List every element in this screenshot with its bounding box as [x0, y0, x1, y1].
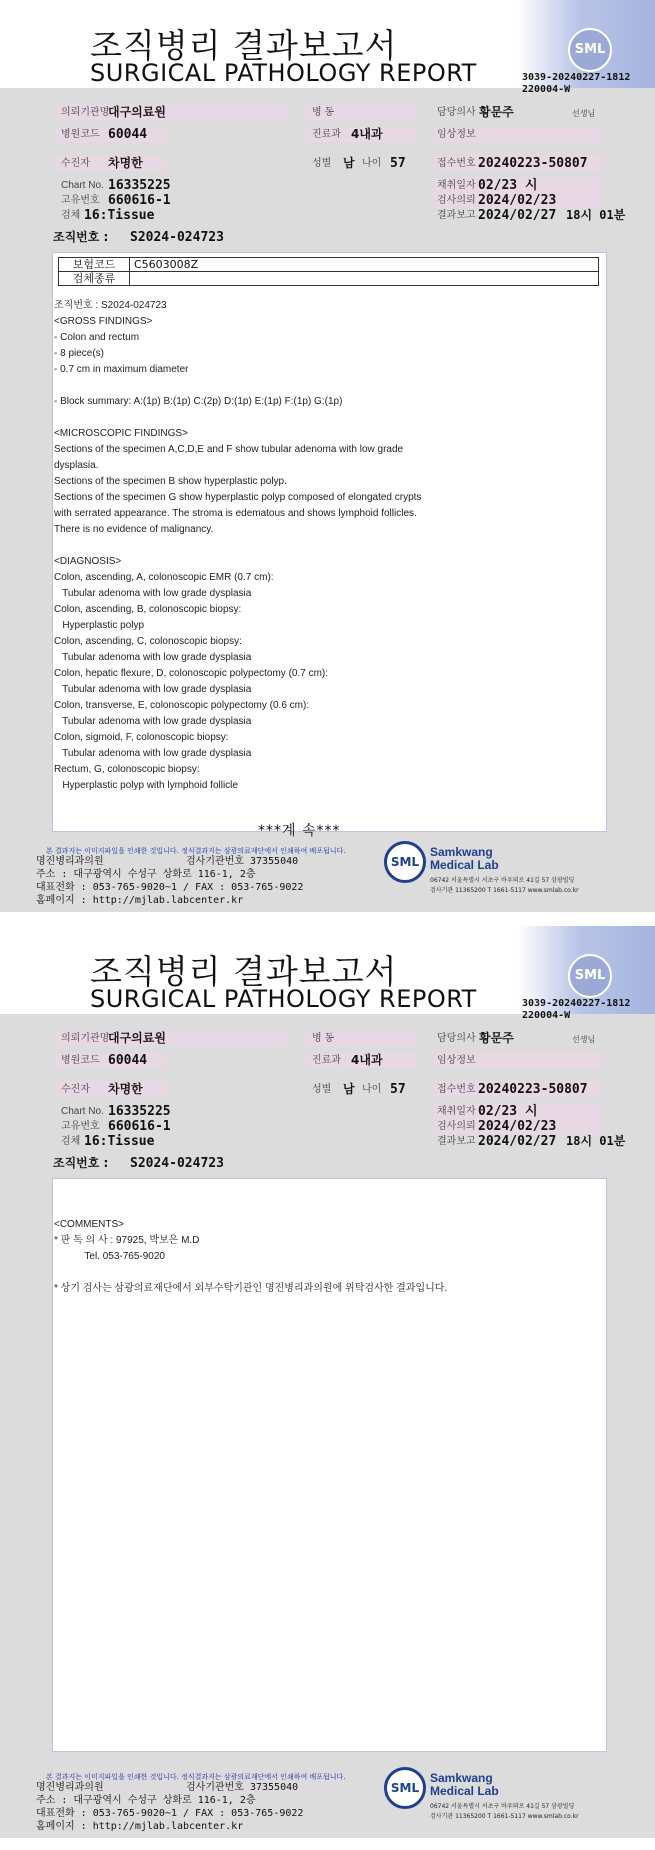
chart-no-label: Chart No. — [61, 180, 104, 191]
chart-no-label: Chart No. — [61, 1106, 104, 1117]
table-row — [59, 272, 599, 286]
request-date-label: 검사의뢰 — [437, 195, 476, 206]
hospital-code-value: 60044 — [108, 1053, 148, 1068]
receipt-no-value: 20240223-50807 — [478, 1082, 588, 1097]
footer-homepage: 홈페이지 : http://mjlab.labcenter.kr — [36, 1821, 244, 1832]
report-title-korean: 조직병리 결과보고서 — [90, 26, 398, 65]
lab-name-line1: Samkwang — [430, 845, 493, 859]
doctor-label: 담당의사 — [437, 1033, 476, 1044]
hospital-code-value: 60044 — [108, 127, 148, 142]
chart-no-value: 16335225 — [108, 178, 171, 193]
specimen-label: 검체 — [61, 1136, 81, 1147]
report-page-1 — [0, 0, 655, 912]
insurance-code-label: 보험코드 — [59, 258, 130, 272]
hospital-code-label: 병원코드 — [61, 1055, 100, 1066]
footer-homepage: 홈페이지 : http://mjlab.labcenter.kr — [36, 895, 244, 906]
unique-no-label: 고유번호 — [61, 195, 100, 206]
result-date-value: 2024/02/27 — [478, 208, 557, 223]
specimen-value: 16:Tissue — [84, 208, 155, 223]
clinical-info-label: 임상정보 — [437, 1055, 476, 1066]
sex-label: 성별 — [312, 158, 332, 169]
footer-clinic: 명진병리과의원 — [36, 856, 104, 867]
report-code — [522, 998, 652, 1022]
footer-address: 주소 : 대구광역시 수성구 상화로 116-1, 2층 — [36, 1795, 256, 1806]
footer-phone: 대표전화 : 053-765-9020~1 / FAX : 053-765-9022 — [36, 882, 304, 893]
insurance-code-value: C5603008Z — [130, 258, 599, 272]
report-code — [522, 72, 652, 96]
lab-address: 06742 서울특별시 서초구 바우뫼로 41길 57 삼광빌딩 — [430, 1803, 575, 1810]
age-label: 나이 — [362, 158, 382, 169]
footer-clinic: 명진병리과의원 — [36, 1782, 104, 1793]
report-code-line2: 220004-W — [522, 1010, 571, 1021]
specimen-label: 검체 — [61, 210, 81, 221]
report-page-2 — [0, 926, 655, 1838]
institution-value: 대구의료원 — [108, 105, 166, 119]
table-row — [59, 258, 599, 272]
recipient-value: 차명한 — [108, 1082, 143, 1096]
department-value: 4내과 — [351, 127, 383, 141]
report-content-box — [52, 252, 607, 832]
result-date-label: 결과보고 — [437, 1136, 476, 1147]
request-date-label: 검사의뢰 — [437, 1121, 476, 1132]
recipient-label: 수진자 — [61, 1084, 90, 1095]
report-title-korean: 조직병리 결과보고서 — [90, 952, 398, 991]
report-title-english: SURGICAL PATHOLOGY REPORT — [90, 985, 477, 1013]
tissue-no-label: 조직번호 : — [53, 230, 109, 244]
result-time-value: 18시 01분 — [566, 208, 626, 222]
lab-name-line2: Medical Lab — [430, 1784, 499, 1798]
ward-label: 병 동 — [312, 1033, 335, 1044]
footer-registration: 검사기관번호 37355040 — [186, 856, 299, 867]
report-body-text: 조직번호 : S2024-024723 <GROSS FINDINGS> - Colon and rectum - 8 piece(s) - 0.7 cm in maximum diameter - Block summary: A:(1p) B:(1p) C:(2p) D:(1p) E:(1p) F:(1p) G:(1p) <MICROSCOPIC FINDINGS> Sections of the specimen A,C,D,E and F show tubular adenoma with low grade dysplasia. Sections of the specimen B show hyperplastic polyp. Sections of the specimen G show hyperplastic polyp composed of elongated crypts with serrated appearance. The stroma is edematous and shows lymphoid follicles. There is no evidence of malignancy. <DIAGNOSIS> Colon, ascending, A, colonoscopic EMR (0.7 cm): Tubular adenoma with low grade dysplasia Colon, ascending, B, colonoscopic biopsy: Hyperplastic polyp Colon, ascending, C, colonoscopic biopsy: Tubular adenoma with low grade dysplasia Colon, hepatic flexure, D, colonoscopic polypectomy (0.7 cm): Tubular adenoma with low grade dysplasia Colon, transverse, E, colonoscopic polypectomy (0.6 cm): Tubular adenoma with low grade dysplasia Colon, sigmoid, F, colonoscopic biopsy: Tubular adenoma with low grade dysplasia Rectum, G, colonoscopic biopsy: Hyperplastic polyp with lymphoid follicle — [54, 300, 422, 791]
sex-label: 성별 — [312, 1084, 332, 1095]
receipt-no-label: 접수번호 — [437, 158, 476, 169]
tissue-no-label: 조직번호 : — [53, 1156, 109, 1170]
unique-no-value: 660616-1 — [108, 1119, 171, 1134]
result-date-label: 결과보고 — [437, 210, 476, 221]
tissue-no-value: S2024-024723 — [130, 1156, 224, 1171]
age-label: 나이 — [362, 1084, 382, 1095]
report-code-line1: 3039-20240227-1812 — [522, 998, 631, 1009]
institution-value: 대구의료원 — [108, 1031, 166, 1045]
doctor-label: 담당의사 — [437, 107, 476, 118]
specimen-type-label: 검체종류 — [59, 272, 130, 286]
doctor-value: 황문주 — [479, 1031, 514, 1045]
report-code-line2: 220004-W — [522, 84, 571, 95]
institution-label: 의뢰기관명 — [61, 107, 110, 118]
department-value: 4내과 — [351, 1053, 383, 1067]
age-value: 57 — [390, 156, 406, 171]
sml-logo-icon: SML — [384, 1767, 426, 1809]
chart-no-value: 16335225 — [108, 1104, 171, 1119]
report-title-english: SURGICAL PATHOLOGY REPORT — [90, 59, 477, 87]
lab-name-line2: Medical Lab — [430, 858, 499, 872]
request-date-value: 2024/02/23 — [478, 1119, 557, 1134]
tissue-no-value: S2024-024723 — [130, 230, 224, 245]
recipient-value: 차명한 — [108, 156, 143, 170]
department-label: 진료과 — [312, 129, 341, 140]
receipt-no-label: 접수번호 — [437, 1084, 476, 1095]
unique-no-value: 660616-1 — [108, 193, 171, 208]
hospital-code-label: 병원코드 — [61, 129, 100, 140]
collection-date-label: 채취일자 — [437, 1106, 476, 1117]
doctor-suffix: 선생님 — [572, 1035, 596, 1044]
doctor-value: 황문주 — [479, 105, 514, 119]
footer-address: 주소 : 대구광역시 수성구 상화로 116-1, 2층 — [36, 869, 256, 880]
sex-value: 남 — [343, 1082, 355, 1096]
result-time-value: 18시 01분 — [566, 1134, 626, 1148]
insurance-table — [58, 257, 599, 286]
specimen-value: 16:Tissue — [84, 1134, 155, 1149]
lab-name-line1: Samkwang — [430, 1771, 493, 1785]
receipt-no-value: 20240223-50807 — [478, 156, 588, 171]
footer-phone: 대표전화 : 053-765-9020~1 / FAX : 053-765-9022 — [36, 1808, 304, 1819]
unique-no-label: 고유번호 — [61, 1121, 100, 1132]
collection-date-value: 02/23 시 — [478, 1104, 538, 1119]
age-value: 57 — [390, 1082, 406, 1097]
footer-notice: 본 결과지는 이미지파일을 인쇄한 것입니다. 정식결과지는 삼광의료재단에서 인쇄하여 배포됩니다. — [46, 847, 346, 855]
lab-contact: 검사기관 11365200 T 1661-5117 www.smlab.co.kr — [430, 887, 579, 894]
continue-mark: ***계 속*** — [258, 823, 341, 839]
sml-badge-icon: SML — [568, 954, 612, 998]
sml-logo-icon: SML — [384, 841, 426, 883]
sml-badge-icon: SML — [568, 28, 612, 72]
request-date-value: 2024/02/23 — [478, 193, 557, 208]
report-code-line1: 3039-20240227-1812 — [522, 72, 631, 83]
ward-label: 병 동 — [312, 107, 335, 118]
doctor-suffix: 선생님 — [572, 109, 596, 118]
lab-contact: 검사기관 11365200 T 1661-5117 www.smlab.co.kr — [430, 1813, 579, 1820]
department-label: 진료과 — [312, 1055, 341, 1066]
recipient-label: 수진자 — [61, 158, 90, 169]
collection-date-value: 02/23 시 — [478, 178, 538, 193]
lab-address: 06742 서울특별시 서초구 바우뫼로 41길 57 삼광빌딩 — [430, 877, 575, 884]
result-date-value: 2024/02/27 — [478, 1134, 557, 1149]
specimen-type-value — [130, 272, 599, 286]
report-content-box — [52, 1178, 607, 1752]
sex-value: 남 — [343, 156, 355, 170]
collection-date-label: 채취일자 — [437, 180, 476, 191]
institution-label: 의뢰기관명 — [61, 1033, 110, 1044]
footer-registration: 검사기관번호 37355040 — [186, 1782, 299, 1793]
comments-text: <COMMENTS> * 판 독 의 사 : 97925, 박보은 M.D Tel. 053-765-9020 * 상기 검사는 삼광의료재단에서 외부수탁기관인 명진병리과의원에 위탁검사한 결과입니다. — [54, 1219, 448, 1294]
footer-notice: 본 결과지는 이미지파일을 인쇄한 것입니다. 정식결과지는 삼광의료재단에서 인쇄하여 배포됩니다. — [46, 1773, 346, 1781]
clinical-info-label: 임상정보 — [437, 129, 476, 140]
